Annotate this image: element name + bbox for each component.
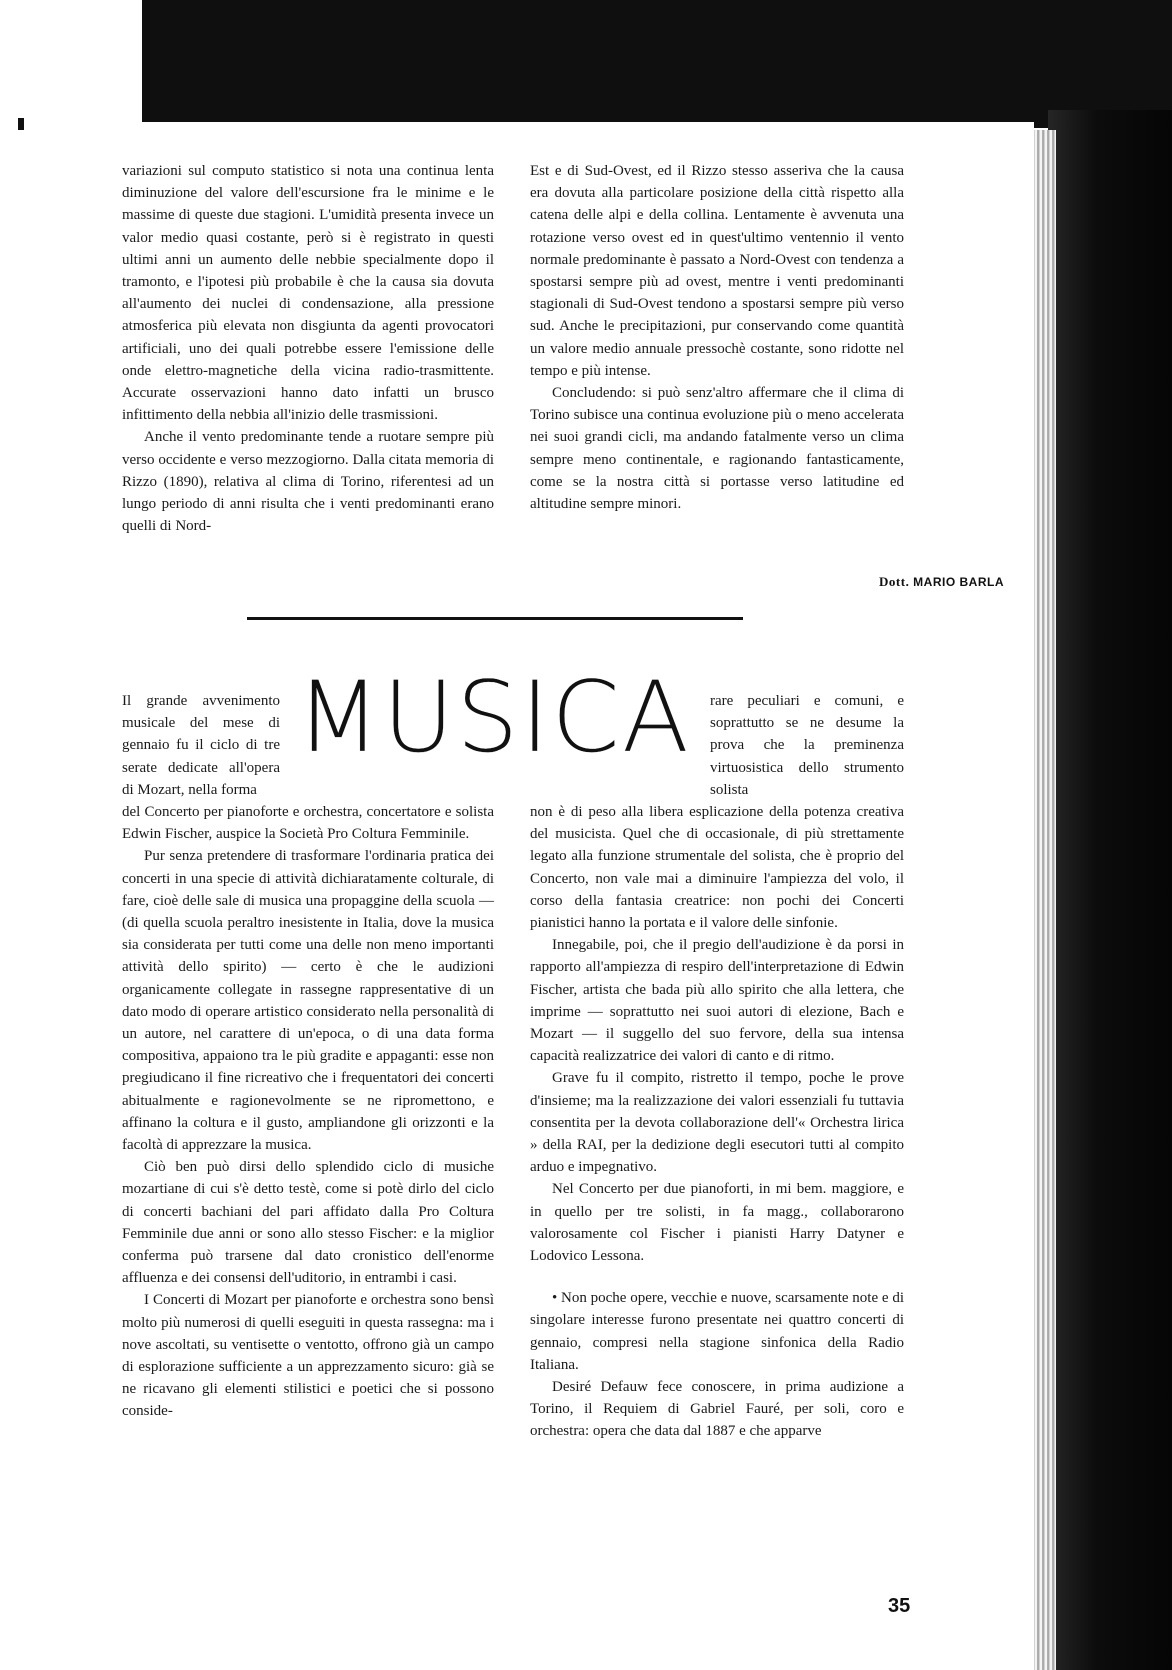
scan-dark-top-border: [142, 0, 1172, 128]
article-paragraph: Il grande avvenimento musicale del mese di gennaio fu il ciclo di tre serate dedicate all'opera di Mozart, nella forma: [122, 693, 280, 798]
article-paragraph: rare peculiari e comuni, e soprattutto se ne desume la prova che la preminenza virtuosistica dello strumento solista: [710, 693, 904, 798]
musica-left-intro: [122, 690, 280, 801]
article-paragraph: Anche il vento predominante tende a ruotare sempre più verso occidente e verso mezzogiorno. Dalla citata memoria di Rizzo (1890), relativa al clima di Torino, riferentesi ad un lungo periodo di anni risulta che i venti predominanti erano quelli di Nord-: [122, 429, 494, 535]
article-paragraph: non è di peso alla libera esplicazione della potenza creativa del musicista. Quel che di occasionale, di più strettamente legato alla funzione strumentale del solista, che è proprio del Concerto, non vale mai a diminuire l'ampiezza del volo, il corso della fantasia creatrice: non pochi dei Concerti pianistici hanno la portata e il valore delle sinfonie.: [530, 804, 904, 932]
section-heading: MUSICA: [296, 661, 691, 775]
scan-dark-right-border: [1048, 110, 1172, 1670]
article-paragraph: Concludendo: si può senz'altro affermare che il clima di Torino subisce una continua evoluzione più o meno accelerata nei suoi grandi cicli, ma andando fatalmente verso un clima sempre meno continentale, e ragionando fantasticamente, come se la nostra città si portasse verso latitudine ed altitudine sempre minori.: [530, 385, 904, 513]
climate-article-right-column: [530, 160, 904, 515]
page-number: 35: [888, 1595, 911, 1617]
article-paragraph: • Non poche opere, vecchie e nuove, scarsamente note e di singolare interesse furono presentate nei quattro concerti di gennaio, compresi nella stagione sinfonica della Radio Italiana.: [530, 1290, 904, 1373]
article-paragraph: Desiré Defauw fece conoscere, in prima audizione a Torino, il Requiem di Gabriel Fauré, per soli, coro e orchestra: opera che data dal 1887 e che apparve: [530, 1379, 904, 1440]
binding-mark: [18, 118, 24, 130]
author-signature: [879, 574, 1004, 590]
article-paragraph: Innegabile, poi, che il pregio dell'audizione è da porsi in rapporto all'ampiezza di respiro dell'interpretazione di Edwin Fischer, artista che bada più allo spirito che alla lettera, che imprime — soprattutto nei suoi autori di elezione, Bach e Mozart — il suggello del suo fervore, della sua intensa capacità realizzatrice dei valori di canto e di ritmo.: [530, 937, 904, 1065]
article-paragraph: Ciò ben può dirsi dello splendido ciclo di musiche mozartiane di cui s'è detto testè, come si potè dirlo del ciclo di concerti bachiani del pari affidato dalla Pro Coltura Femminile due anni or sono allo stesso Fischer: e la miglior conferma può trarsene dal dato cronistico dell'enorme affluenza e dei consensi dell'uditorio, in entrambi i casi.: [122, 1159, 494, 1287]
article-paragraph: variazioni sul computo statistico si nota una continua lenta diminuzione del valore dell'escursione fra le minime e le massime di queste due stagioni. L'umidità presenta invece un valor medio quasi costante, però si è registrato in questi ultimi anni un aumento delle nebbie specialmente dopo il tramonto, e l'ipotesi più probabile è che la causa sia dovuta all'aumento dei nuclei di condensazione, alla pressione atmosferica più elevata non disgiunta da agenti provocatori artificiali, uno dei quali potrebbe essere l'emissione delle onde elettro-magnetiche della vicina radio-trasmittente. Accurate osservazioni hanno dato infatti un brusco infittimento della nebbia all'inizio delle trasmissioni.: [122, 163, 494, 424]
musica-left-column: [122, 801, 494, 1423]
article-paragraph: del Concerto per pianoforte e orchestra, concertatore e solista Edwin Fischer, auspice la Società Pro Coltura Femminile.: [122, 804, 494, 843]
article-paragraph: I Concerti di Mozart per pianoforte e orchestra sono bensì molto più numerosi di quelli eseguiti in questa rassegna: ma i nove ascoltati, su ventisette o ventotto, offrono già un campo di esplorazione sufficiente a un apprezzamento sicuro: già se ne ricavano gli elementi stilistici e poetici che si possono conside-: [122, 1292, 494, 1420]
musica-right-intro: [710, 690, 904, 801]
signature-title: Dott.: [879, 574, 910, 589]
article-paragraph: Est e di Sud-Ovest, ed il Rizzo stesso asseriva che la causa era dovuta alla particolare posizione della città rispetto alla catena delle alpi e della collina. Lentamente è avvenuta una rotazione verso ovest ed in quest'ultimo ventennio il vento normale predominante è passato a Nord-Ovest con tendenza a spostarsi sempre più ad ovest, mentre i venti predominanti stagionali di Sud-Ovest tendono a spostarsi sempre più verso sud. Anche le precipitazioni, pur conservando come quantità un valore medio annuale pressochè costante, sono ridotte nel tempo e più intense.: [530, 163, 904, 379]
musica-right-column: [530, 801, 904, 1443]
climate-article-left-column: [122, 160, 494, 537]
article-paragraph: Pur senza pretendere di trasformare l'ordinaria pratica dei concerti in una specie di attività dichiaratamente colturale, di fare, cioè delle sale di musica una propaggine della scuola — (di quella scuola peraltro inesistente in Italia, dove la musica sia considerata per tutti come una delle non meno importanti attività dello spirito) — certo è che le audizioni organicamente collegate in rassegne rappresentative di un dato modo di operare artistico considerato nella personalità di un autore, nel carattere di un'epoca, o di una data forma compositiva, appaiono tra le più gradite e appaganti: esse non pregiudicano il fine ricreativo che i frequentatori dei concerti abitualmente e ragionevolmente se ne ripromettono, e affinano la coltura e il gusto, ampliandone gli orizzonti e la facoltà di apprezzare la musica.: [122, 848, 494, 1154]
signature-name: MARIO BARLA: [913, 575, 1004, 589]
section-divider: [247, 617, 743, 620]
article-paragraph: Nel Concerto per due pianoforti, in mi bem. maggiore, e in quello per tre solisti, in fa magg., collaborarono valorosamente col Fischer i pianisti Harry Datyner e Lodovico Lessona.: [530, 1181, 904, 1265]
article-paragraph: Grave fu il compito, ristretto il tempo, poche le prove d'insieme; ma la realizzazione dei valori essenziali fu tuttavia consentita per la devota collaborazione dell'« Orchestra lirica » della RAI, per la dedizione degli esecutori tutti al compito arduo e impegnativo.: [530, 1070, 904, 1176]
